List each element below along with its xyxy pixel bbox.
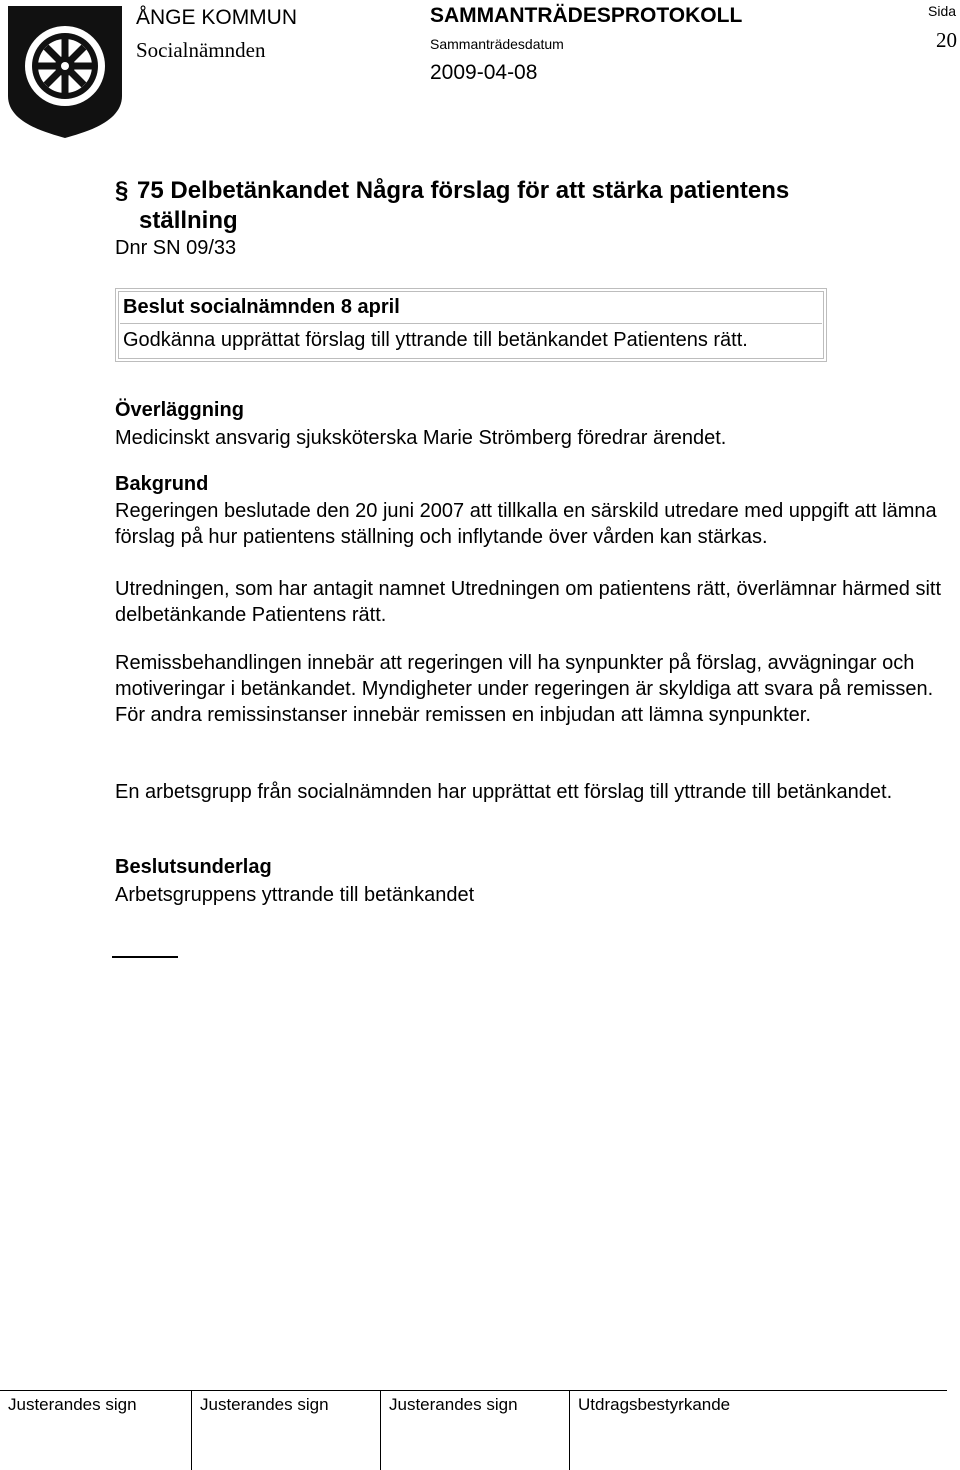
document-type: SAMMANTRÄDESPROTOKOLL	[430, 4, 743, 27]
page-number: 20	[936, 28, 957, 52]
background-paragraph-2: Utredningen, som har antagit namnet Utredningen om patientens rätt, överlämnar härmed sitt delbetänkande Patientens rätt.	[115, 578, 941, 626]
meeting-date-label: Sammanträdesdatum	[430, 36, 564, 52]
section-title-line1: 75 Delbetänkandet Några förslag för att stärka patientens	[137, 177, 790, 204]
footer-cell-adjuster-sign-1: Justerandes sign	[8, 1395, 137, 1414]
page-label: Sida	[928, 3, 957, 19]
case-number: Dnr SN 09/33	[115, 237, 237, 259]
organization-name: ÅNGE KOMMUN	[136, 6, 298, 29]
meeting-date: 2009-04-08	[430, 61, 538, 84]
footer-cell-adjuster-sign-3: Justerandes sign	[380, 1391, 569, 1470]
end-of-section-rule	[112, 956, 178, 958]
paragraph-sign: §	[115, 177, 129, 204]
section-title-line2: ställning	[139, 207, 238, 234]
decision-title: Beslut socialnämnden 8 april	[123, 296, 400, 318]
decision-divider	[120, 323, 822, 324]
background-paragraph-3: Remissbehandlingen innebär att regeringen vill ha synpunkter på förslag, avvägningar och motiveringar i betänkandet. Myndigheter under regeringen är skyldiga att svara på remissen. För andra remissinstanser innebär remissen en inbjudan att lämna synpunkter.	[115, 652, 934, 726]
decision-box	[115, 288, 827, 362]
footer-cell-extract-certification: Utdragsbestyrkande	[569, 1391, 947, 1470]
background-paragraph-1: Regeringen beslutade den 20 juni 2007 att tillkalla en särskild utredare med uppgift att lämna förslag på hur patientens ställning och inflytande över vården kan stärkas.	[115, 500, 937, 548]
municipality-coat-of-arms-logo	[6, 4, 124, 140]
signature-footer	[0, 1390, 947, 1470]
decision-basis-heading: Beslutsunderlag	[115, 856, 272, 878]
background-heading: Bakgrund	[115, 473, 209, 495]
background-paragraph-4: En arbetsgrupp från socialnämnden har upprättat ett förslag till yttrande till betänkandet.	[115, 781, 893, 803]
committee-name: Socialnämnden	[136, 38, 266, 62]
section-title	[115, 176, 895, 236]
decision-basis-text: Arbetsgruppens yttrande till betänkandet	[115, 884, 475, 906]
footer-cell-adjuster-sign-2: Justerandes sign	[191, 1391, 380, 1470]
deliberation-heading: Överläggning	[115, 399, 244, 421]
deliberation-text: Medicinskt ansvarig sjuksköterska Marie Strömberg föredrar ärendet.	[115, 427, 727, 449]
decision-text: Godkänna upprättat förslag till yttrande till betänkandet Patientens rätt.	[123, 329, 748, 351]
